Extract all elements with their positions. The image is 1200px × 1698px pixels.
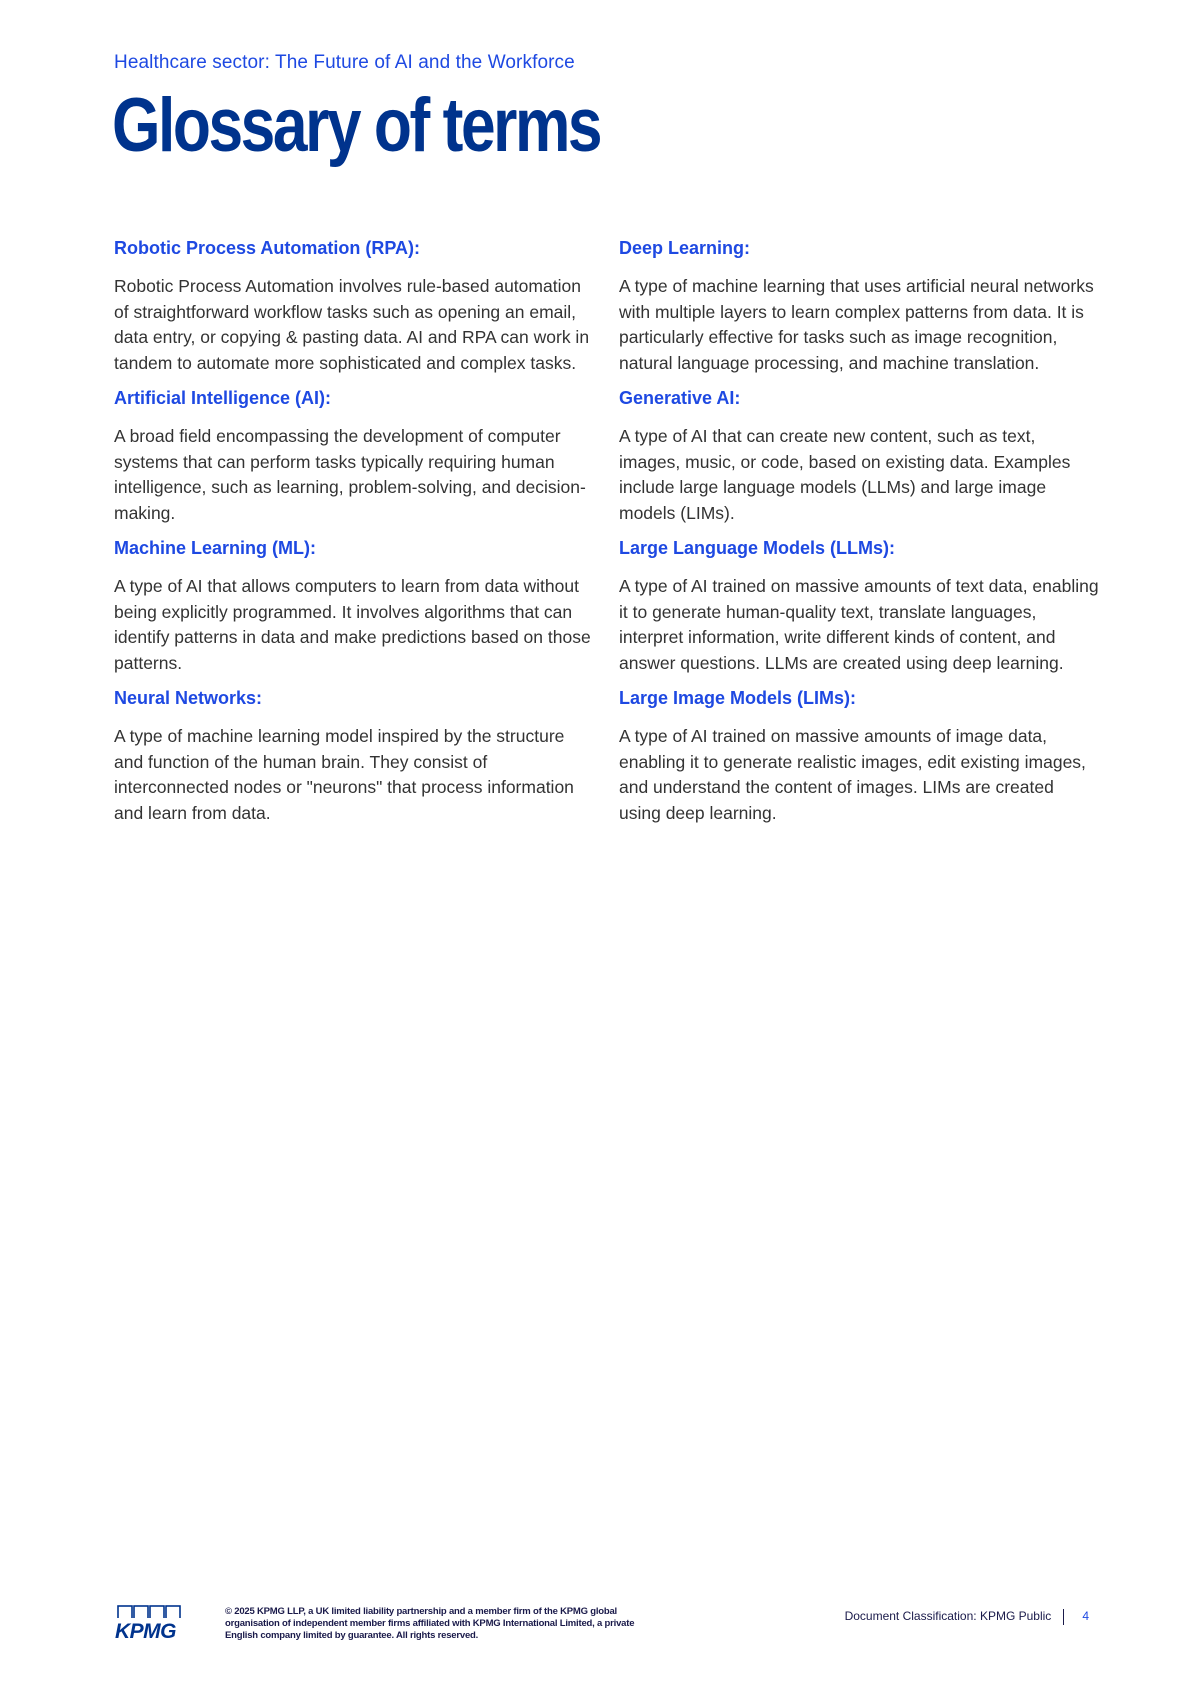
glossary-entry-deep-learning <box>619 236 1099 376</box>
kpmg-logo <box>114 1605 186 1641</box>
report-subtitle: Healthcare sector: The Future of AI and the Workforce <box>114 52 575 73</box>
term-heading: Artificial Intelligence (AI): <box>114 388 332 408</box>
glossary-entry-llms <box>619 536 1099 676</box>
kpmg-logo-text: KPMG <box>115 1620 176 1641</box>
footer-divider <box>1063 1609 1064 1625</box>
term-heading: Generative AI: <box>619 388 741 408</box>
page-number: 4 <box>1082 1609 1089 1624</box>
term-heading: Machine Learning (ML): <box>114 538 316 558</box>
term-heading: Deep Learning: <box>619 238 751 258</box>
copyright-notice: © 2025 KPMG LLP, a UK limited liability partnership and a member firm of the KPMG global organisation of independent member firms affiliated with KPMG International Limited, a private English company limited by guarantee. All rights reserved. <box>225 1606 635 1641</box>
glossary-column-right <box>619 236 1099 836</box>
page-title: Glossary of terms <box>112 83 601 168</box>
term-definition: A type of machine learning that uses artificial neural networks with multiple layers to learn complex patterns from data. It is particularly effective for tasks such as image recognition, natural language processing, and machine translation. <box>619 276 1094 373</box>
glossary-entry-lims <box>619 686 1099 826</box>
glossary-entry-generative-ai <box>619 386 1099 526</box>
term-definition: A type of AI trained on massive amounts of text data, enabling it to generate human-quality text, translate languages, interpret information, write different kinds of content, and answer questions. LLMs are created using deep learning. <box>619 576 1099 673</box>
term-definition: Robotic Process Automation involves rule-based automation of straightforward workflow tasks such as opening an email, data entry, or copying & pasting data. AI and RPA can work in tandem to automate more sophisticated and complex tasks. <box>114 276 590 373</box>
term-heading: Neural Networks: <box>114 688 263 708</box>
term-definition: A type of AI that allows computers to learn from data without being explicitly programmed. It involves algorithms that can identify patterns in data and make predictions based on those patterns. <box>114 576 591 673</box>
glossary-entry-ai <box>114 386 594 526</box>
term-definition: A type of machine learning model inspired by the structure and function of the human brain. They consist of interconnected nodes or "neurons" that process information and learn from data. <box>114 726 574 823</box>
glossary-column-left <box>114 236 594 836</box>
glossary-entry-ml <box>114 536 594 676</box>
glossary-entry-neural-networks <box>114 686 594 826</box>
page-footer <box>114 1605 1089 1655</box>
term-definition: A type of AI that can create new content, such as text, images, music, or code, based on existing data. Examples include large language models (LLMs) and large image models (LIMs). <box>619 426 1071 523</box>
term-heading: Robotic Process Automation (RPA): <box>114 238 421 258</box>
term-heading: Large Language Models (LLMs): <box>619 538 896 558</box>
term-definition: A broad field encompassing the development of computer systems that can perform tasks typically requiring human intelligence, such as learning, problem-solving, and decision-making. <box>114 426 586 523</box>
classification-label: Document Classification: KPMG Public <box>844 1609 1052 1624</box>
term-heading: Large Image Models (LIMs): <box>619 688 857 708</box>
glossary-entry-rpa <box>114 236 594 376</box>
term-definition: A type of AI trained on massive amounts of image data, enabling it to generate realistic images, edit existing images, and understand the content of images. LIMs are created using deep learning. <box>619 726 1086 823</box>
document-classification <box>845 1609 1089 1625</box>
